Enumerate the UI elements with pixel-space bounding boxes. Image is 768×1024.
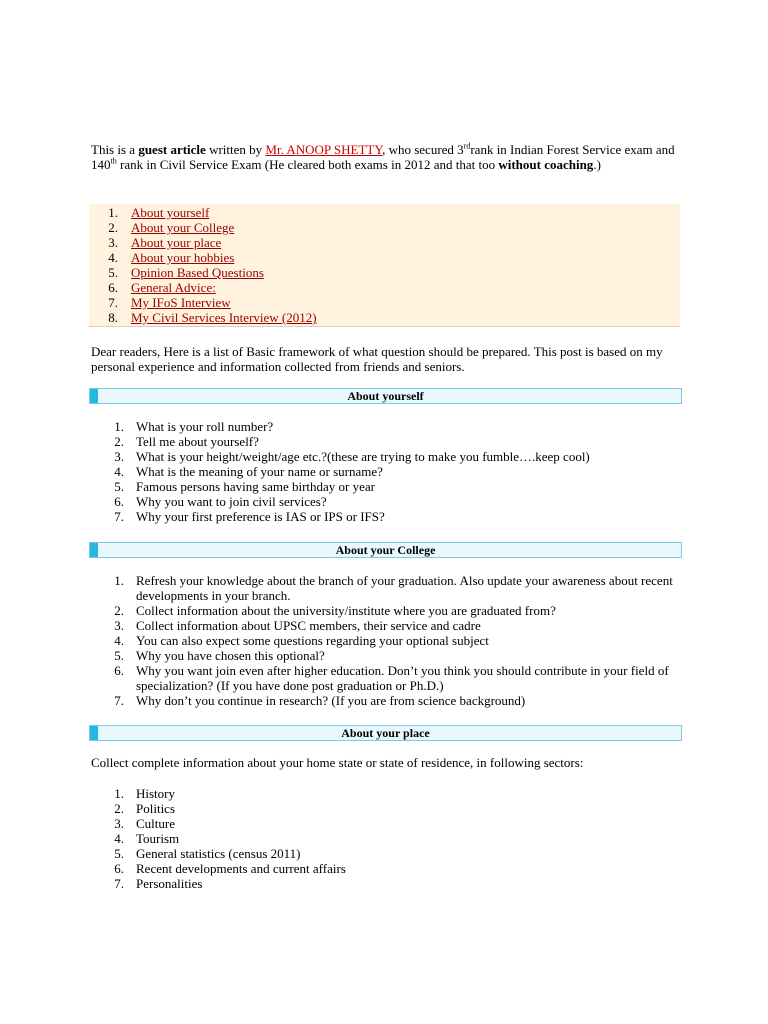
toc-link[interactable]: About yourself <box>131 205 210 220</box>
list-item <box>100 509 680 524</box>
list-item <box>100 663 680 693</box>
list-item-text: What is the meaning of your name or surname? <box>136 464 383 479</box>
rank-superscript: rd <box>463 141 471 151</box>
intro-paragraph <box>91 142 681 172</box>
list-number: 4. <box>114 831 124 846</box>
list-item <box>100 816 680 831</box>
toc-item <box>89 220 235 235</box>
list-number: 1. <box>114 786 124 801</box>
author-link[interactable]: Mr. ANOOP SHETTY <box>265 142 383 157</box>
toc-list <box>89 205 317 325</box>
rank-superscript: th <box>110 156 117 166</box>
list-item <box>100 494 680 509</box>
list-item <box>100 876 680 891</box>
list-number: 7. <box>114 693 124 708</box>
toc-number: 1. <box>108 205 118 220</box>
list-number: 3. <box>114 449 124 464</box>
toc-number: 6. <box>108 280 118 295</box>
list-number: 7. <box>114 876 124 891</box>
list-number: 2. <box>114 434 124 449</box>
list-item-text: Why your first preference is IAS or IPS or IFS? <box>136 509 385 524</box>
toc-item <box>89 205 210 220</box>
list-item-text: Tourism <box>136 831 180 846</box>
toc-item <box>89 265 264 280</box>
list-item-text: You can also expect some questions regarding your optional subject <box>136 633 489 648</box>
toc-number: 5. <box>108 265 118 280</box>
list-item-text: What is your roll number? <box>136 419 274 434</box>
list-item-text: Famous persons having same birthday or year <box>136 479 376 494</box>
list-item <box>100 831 680 846</box>
list-item-text: What is your height/weight/age etc.?(these are trying to make you fumble….keep cool) <box>136 449 590 464</box>
toc-link[interactable]: Opinion Based Questions <box>131 265 264 280</box>
list-item-text: Collect information about UPSC members, their service and cadre <box>136 618 481 633</box>
toc-number: 2. <box>108 220 118 235</box>
list-item-text: Refresh your knowledge about the branch of your graduation. Also update your awareness about recent developments in your branch. <box>136 573 673 603</box>
section-header-about-your-place <box>89 725 682 741</box>
list-about-your-college <box>100 573 680 708</box>
section-title: About your College <box>335 543 436 557</box>
toc-link[interactable]: My Civil Services Interview (2012) <box>131 310 317 325</box>
header-accent-bar <box>90 543 98 557</box>
list-item <box>100 801 680 816</box>
list-item-text: Why you want join even after higher education. Don’t you think you should contribute in your field of specialization? (If you have done post graduation or Ph.D.) <box>136 663 669 693</box>
intro-text: .) <box>593 157 601 172</box>
list-item-text: Why you want to join civil services? <box>136 494 327 509</box>
readers-paragraph: Dear readers, Here is a list of Basic framework of what question should be prepared. This post is based on my personal experience and information collected from friends and seniors. <box>91 344 663 374</box>
toc-link[interactable]: General Advice: <box>131 280 216 295</box>
toc-item <box>89 310 317 325</box>
list-item <box>100 618 680 633</box>
list-item <box>100 861 680 876</box>
list-item <box>100 648 680 663</box>
list-item <box>100 786 680 801</box>
list-item-text: General statistics (census 2011) <box>136 846 301 861</box>
list-item-text: History <box>136 786 175 801</box>
list-item <box>100 419 680 434</box>
list-number: 7. <box>114 509 124 524</box>
list-item <box>100 449 680 464</box>
list-item <box>100 633 680 648</box>
section-title: About yourself <box>347 389 424 403</box>
list-item <box>100 573 680 603</box>
section-title: About your place <box>341 726 430 740</box>
toc-number: 4. <box>108 250 118 265</box>
list-number: 3. <box>114 618 124 633</box>
list-item-text: Why don’t you continue in research? (If you are from science background) <box>136 693 526 708</box>
table-of-contents <box>89 204 680 327</box>
toc-link[interactable]: About your hobbies <box>131 250 235 265</box>
intro-text: rank in Indian Forest Service exam and 140 <box>91 142 675 172</box>
header-accent-bar <box>90 726 98 740</box>
toc-number: 7. <box>108 295 118 310</box>
intro-text: rank in Civil Service Exam (He cleared both exams in 2012 and that too <box>116 157 499 172</box>
list-number: 6. <box>114 861 124 876</box>
toc-link[interactable]: My IFoS Interview <box>131 295 231 310</box>
list-number: 4. <box>114 633 124 648</box>
section-header-about-your-college <box>89 542 682 558</box>
toc-link[interactable]: About your College <box>131 220 235 235</box>
list-item-text: Politics <box>136 801 176 816</box>
list-item <box>100 693 680 708</box>
list-item <box>100 603 680 618</box>
list-number: 4. <box>114 464 124 479</box>
list-number: 1. <box>114 419 124 434</box>
intro-text: This is a <box>91 142 139 157</box>
list-item <box>100 479 680 494</box>
list-about-yourself <box>100 419 680 524</box>
toc-item <box>89 295 231 310</box>
list-item <box>100 846 680 861</box>
list-number: 6. <box>114 494 124 509</box>
list-item-text: Why you have chosen this optional? <box>136 648 325 663</box>
list-number: 2. <box>114 801 124 816</box>
list-item-text: Culture <box>136 816 175 831</box>
list-item <box>100 464 680 479</box>
list-about-your-place <box>100 786 680 891</box>
toc-number: 8. <box>108 310 118 325</box>
list-item <box>100 434 680 449</box>
list-item-text: Collect information about the university/institute where you are graduated from? <box>136 603 556 618</box>
list-number: 2. <box>114 603 124 618</box>
list-number: 3. <box>114 816 124 831</box>
section-header-about-yourself <box>89 388 682 404</box>
toc-number: 3. <box>108 235 118 250</box>
list-number: 6. <box>114 663 124 678</box>
intro-text: written by <box>205 142 266 157</box>
list-item-text: Recent developments and current affairs <box>136 861 346 876</box>
list-item-text: Personalities <box>136 876 203 891</box>
header-accent-bar <box>90 389 98 403</box>
list-number: 5. <box>114 479 124 494</box>
place-intro-paragraph: Collect complete information about your home state or state of residence, in following sectors: <box>91 755 584 770</box>
without-coaching-bold: without coaching <box>498 157 594 172</box>
toc-item <box>89 280 216 295</box>
list-number: 5. <box>114 648 124 663</box>
intro-text: , who secured 3 <box>382 142 464 157</box>
guest-article-bold: guest article <box>138 142 206 157</box>
list-number: 1. <box>114 573 124 588</box>
list-item-text: Tell me about yourself? <box>136 434 259 449</box>
toc-item <box>89 235 222 250</box>
list-number: 5. <box>114 846 124 861</box>
toc-link[interactable]: About your place <box>131 235 222 250</box>
toc-item <box>89 250 235 265</box>
